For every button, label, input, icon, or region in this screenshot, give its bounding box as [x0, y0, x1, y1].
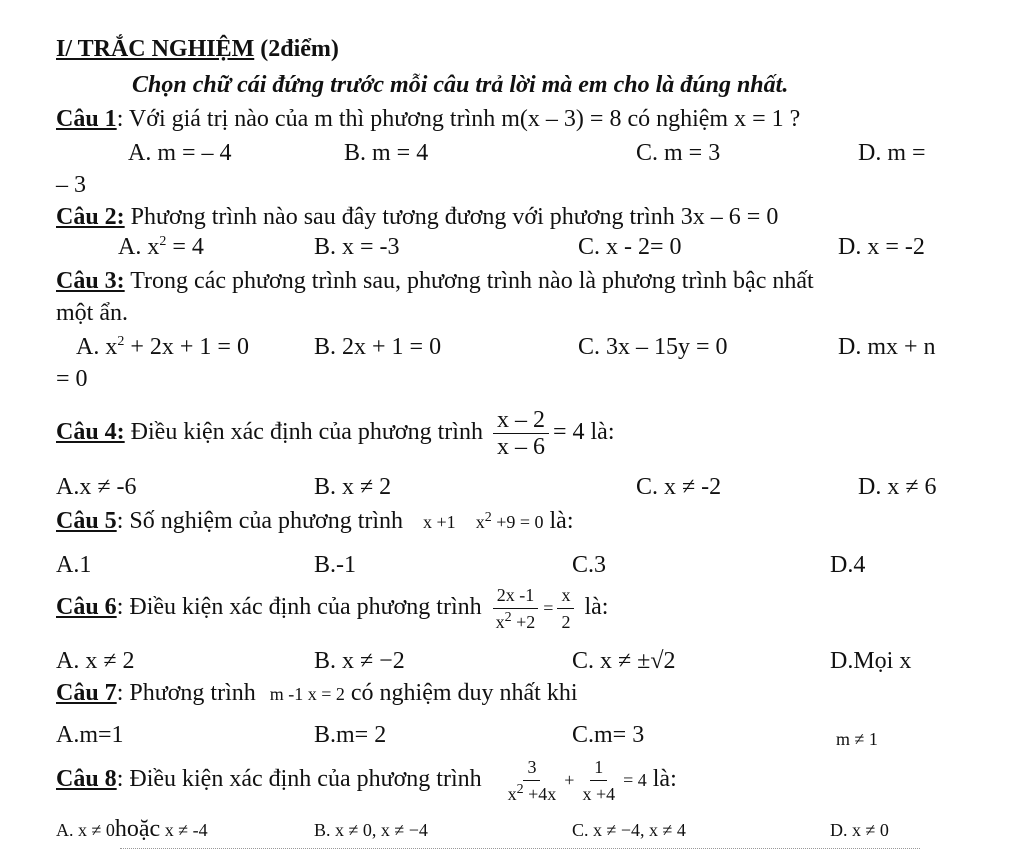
q7-option-d[interactable]: m ≠ 1	[836, 729, 878, 749]
q4-fraction-rhs: = 4	[552, 419, 585, 445]
q6-equals: =	[543, 598, 554, 618]
question-1	[56, 104, 800, 134]
q7-option-b[interactable]: B.m= 2	[314, 722, 387, 748]
q3-a-rest: + 2x + 1 = 0	[124, 334, 249, 360]
q7-text-end: có nghiệm duy nhất khi	[344, 680, 578, 706]
q6-fraction-left-numerator: 2x -1	[493, 582, 539, 609]
q4-option-c[interactable]: C. x ≠ -2	[636, 474, 722, 500]
q8-fraction-left-numerator: 3	[523, 754, 540, 781]
question-6-text: : Điều kiện xác định của phương trình	[116, 594, 482, 620]
q8-option-a-part1: A. x ≠ 0	[56, 820, 115, 840]
q7-option-a[interactable]: A.m=1	[56, 722, 124, 748]
q3-option-a[interactable]	[76, 332, 249, 362]
q2-option-b[interactable]: B. x = -3	[314, 234, 400, 260]
q5-option-d[interactable]: D.4	[830, 552, 866, 578]
q5-factor-b-sup: 2	[484, 510, 492, 525]
question-8-label: Câu 8	[56, 766, 117, 792]
q8-den-rest: +4x	[523, 783, 557, 804]
question-2-label: Câu 2:	[56, 204, 125, 230]
q6-option-c[interactable]	[572, 646, 676, 676]
instruction: Chọn chữ cái đứng trước mỗi câu trả lời mà em cho là đúng nhất.	[132, 72, 789, 98]
question-1-label: Câu 1	[56, 106, 117, 132]
q3-option-d[interactable]: D. mx + n	[838, 334, 936, 360]
q5-option-b[interactable]: B.-1	[314, 552, 356, 578]
q5-option-a[interactable]: A.1	[56, 552, 92, 578]
question-6-label: Câu 6	[56, 594, 117, 620]
question-1-text: : Với giá trị nào của m thì phương trình m(x – 3) = 8 có nghiệm x = 1 ?	[116, 106, 801, 132]
q4-option-a[interactable]: A.x ≠ -6	[56, 474, 137, 500]
q4-text-end: là:	[584, 419, 615, 445]
question-4-text: Điều kiện xác định của phương trình	[124, 419, 483, 445]
q6-option-b[interactable]	[314, 646, 405, 676]
question-7-label: Câu 7	[56, 680, 117, 706]
q8-den-base: x	[507, 783, 517, 804]
q8-option-b[interactable]	[314, 814, 428, 845]
q8-option-c-text: C. x ≠ −4, x ≠ 4	[572, 820, 686, 840]
q6-den-rest: +2	[511, 611, 536, 632]
question-7-text: : Phương trình	[116, 680, 256, 706]
q5-factor-a: x +1	[423, 512, 456, 532]
q6-fraction-right-denominator: 2	[561, 611, 571, 632]
q4-option-b[interactable]: B. x ≠ 2	[314, 474, 392, 500]
question-7	[56, 678, 578, 709]
q8-plus: +	[564, 770, 575, 790]
q2-option-d[interactable]: D. x = -2	[838, 234, 925, 260]
q7-option-c[interactable]: C.m= 3	[572, 722, 645, 748]
question-4	[56, 398, 615, 466]
q8-option-a[interactable]	[56, 814, 208, 845]
q8-den-sup: 2	[516, 781, 524, 797]
q8-fraction-left-denominator	[504, 781, 561, 807]
q8-option-d[interactable]	[830, 814, 889, 845]
q6-fraction-right	[557, 582, 574, 635]
question-8	[56, 746, 677, 813]
q7-equation: m -1 x = 2	[269, 684, 345, 704]
q2-a-sup: 2	[159, 234, 167, 249]
q8-option-a-part2: x ≠ -4	[160, 820, 208, 840]
q5-factor-b-rest: +9 = 0	[491, 512, 544, 532]
q6-option-a-text: A. x ≠ 2	[56, 648, 135, 674]
q8-fraction-left	[504, 754, 561, 807]
question-5	[56, 506, 574, 537]
q6-fraction-left	[492, 582, 540, 635]
question-4-label: Câu 4:	[56, 419, 125, 445]
q6-option-a[interactable]	[56, 646, 135, 676]
q6-fraction-left-denominator	[492, 609, 540, 635]
q2-a-rest: = 4	[166, 234, 204, 260]
section-header	[56, 34, 339, 64]
q4-fraction	[493, 407, 549, 460]
q8-rhs: = 4	[623, 770, 647, 790]
q8-fraction-right-numerator: 1	[590, 754, 607, 781]
q3-option-d-cont: = 0	[56, 366, 88, 392]
question-6	[56, 576, 608, 639]
question-5-label: Câu 5	[56, 508, 117, 534]
q8-fraction-right	[578, 754, 619, 807]
q1-option-d-cont: – 3	[56, 172, 86, 198]
question-3	[56, 266, 814, 296]
question-8-text: : Điều kiện xác định của phương trình	[116, 766, 482, 792]
section-heading: I/ TRẮC NGHIỆM	[56, 36, 255, 62]
q1-option-d[interactable]: D. m =	[858, 140, 926, 166]
q3-a-sup: 2	[117, 334, 125, 349]
q8-option-c[interactable]	[572, 814, 686, 845]
q5-option-c[interactable]: C.3	[572, 552, 607, 578]
q8-option-b-text: B. x ≠ 0, x ≠ −4	[314, 820, 428, 840]
question-5-text: : Số nghiệm của phương trình	[116, 508, 404, 534]
section-points: (2điểm)	[254, 36, 339, 62]
q3-a-base: A. x	[76, 334, 118, 360]
question-2-text: Phương trình nào sau đây tương đương với phương trình 3x – 6 = 0	[124, 204, 779, 230]
q1-option-b[interactable]: B. m = 4	[344, 140, 429, 166]
q6-den-base: x	[495, 611, 505, 632]
question-3-text: Trong các phương trình sau, phương trình nào là phương trình bậc nhất	[124, 268, 814, 294]
q2-a-base: A. x	[118, 234, 160, 260]
q4-fraction-denominator: x – 6	[496, 433, 545, 460]
q8-option-a-hoac: hoặc	[114, 816, 161, 842]
q6-option-d[interactable]: D.Mọi x	[830, 648, 912, 674]
q1-option-c[interactable]: C. m = 3	[636, 140, 721, 166]
q1-option-a[interactable]: A. m = – 4	[128, 140, 232, 166]
q2-option-a[interactable]	[118, 232, 204, 262]
q8-fraction-right-denominator: x +4	[582, 783, 616, 804]
question-3-label: Câu 3:	[56, 268, 125, 294]
question-3-text-cont: một ẩn.	[56, 300, 128, 326]
q3-option-c[interactable]: C. 3x – 15y = 0	[578, 334, 728, 360]
q6-option-b-text: B. x ≠ −2	[314, 648, 405, 674]
q5-text-end: là:	[543, 508, 574, 534]
q5-factor-b	[476, 512, 544, 532]
q6-option-c-text: C. x ≠ ±√2	[572, 648, 676, 674]
q4-option-d[interactable]: D. x ≠ 6	[858, 474, 937, 500]
q6-fraction-right-numerator: x	[557, 582, 574, 609]
q5-factor-b-base: x	[475, 512, 485, 532]
q6-text-end: là:	[578, 594, 609, 620]
q2-option-c[interactable]: C. x - 2= 0	[578, 234, 682, 260]
q4-fraction-numerator: x – 2	[493, 407, 549, 434]
q8-text-end: là:	[646, 766, 677, 792]
q3-option-b[interactable]: B. 2x + 1 = 0	[314, 334, 442, 360]
question-2	[56, 202, 778, 232]
q8-option-d-text: D. x ≠ 0	[830, 820, 889, 840]
q6-den-sup: 2	[504, 609, 512, 625]
